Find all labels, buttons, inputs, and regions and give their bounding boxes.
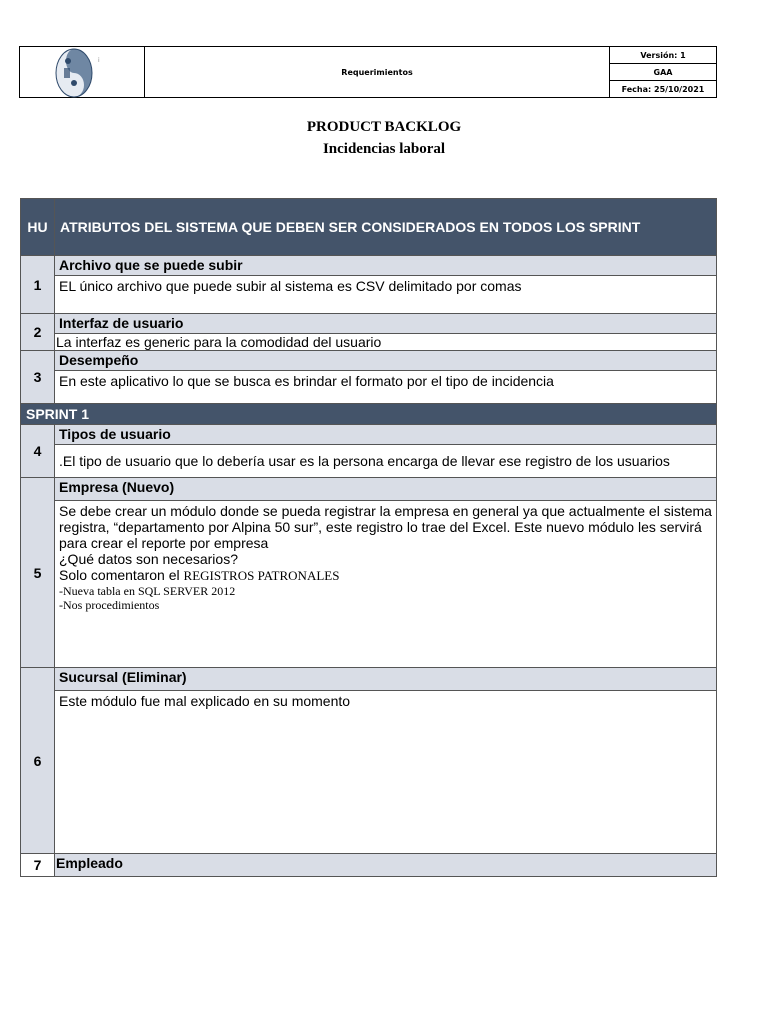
story-body-row [21,501,717,668]
attributes-column-header: ATRIBUTOS DEL SISTEMA QUE DEBEN SER CONSIDERADOS EN TODOS LOS SPRINT [55,199,717,256]
story-title: Desempeño [55,351,717,371]
document-type: Requerimientos [145,47,610,98]
story-description: .El tipo de usuario que lo debería usar es la persona encarga de llevar ese registro de los usuarios [55,445,717,478]
story-body-row [21,445,717,478]
table-header-row [21,199,717,256]
date-label: Fecha: 25/10/2021 [610,81,717,98]
page-subtitle: Incidencias laboral [322,141,446,157]
story-comment-emphasis: REGISTROS PATRONALES [183,568,340,583]
story-title-row [21,668,717,691]
story-title: Archivo que se puede subir [55,256,717,276]
story-comment [59,567,712,584]
story-body-row [21,334,717,351]
backlog-table [20,198,717,877]
story-title-row [21,314,717,334]
story-description: La interfaz es generic para la comodidad del usuario [55,334,717,351]
story-title-row [21,425,717,445]
story-note: -Nos procedimientos [59,598,160,612]
story-number: 5 [21,478,55,668]
story-number: 2 [21,314,55,351]
story-title-row [21,854,717,877]
story-title: Interfaz de usuario [55,314,717,334]
sprint-row [21,404,717,425]
story-description: En este aplicativo lo que se busca es brindar el formato por el tipo de incidencia [55,371,717,404]
story-title: Tipos de usuario [55,425,717,445]
story-description: Este módulo fue mal explicado en su momento [55,691,717,854]
story-title-row [21,351,717,371]
story-title: Sucursal (Eliminar) [55,668,717,691]
story-question: ¿Qué datos son necesarios? [59,551,238,567]
story-number: 7 [21,854,55,877]
story-number: 3 [21,351,55,404]
hu-column-header: HU [21,199,55,256]
svg-text:i: i [98,57,100,64]
story-description-block [55,501,717,668]
story-title: Empresa (Nuevo) [55,478,717,501]
story-number: 4 [21,425,55,478]
code-label: GAA [610,64,717,81]
story-title-row [21,256,717,276]
page-title: PRODUCT BACKLOG [306,119,462,135]
story-title: Empleado [55,854,717,877]
version-label: Versión: 1 [610,47,717,64]
story-body-row [21,371,717,404]
story-description: EL único archivo que puede subir al sistema es CSV delimitado por comas [55,276,717,314]
story-number: 6 [21,668,55,854]
story-number: 1 [21,256,55,314]
company-logo-icon [52,48,116,98]
story-title-row [21,478,717,501]
story-comment-lead: Solo comentaron el [59,567,180,583]
story-body-row [21,276,717,314]
story-body-row [21,691,717,854]
sprint-label: SPRINT 1 [21,404,717,425]
logo-cell [20,47,145,98]
document-header [19,46,717,98]
story-paragraph: Se debe crear un módulo donde se pueda registrar la empresa en general ya que actualmente el sistema registra, “departamento por Alpina 50 sur”, este registro lo trae del Excel. Este nuevo módulo les servirá para crear el reporte por empresa [59,503,712,551]
story-note: -Nueva tabla en SQL SERVER 2012 [59,584,236,598]
